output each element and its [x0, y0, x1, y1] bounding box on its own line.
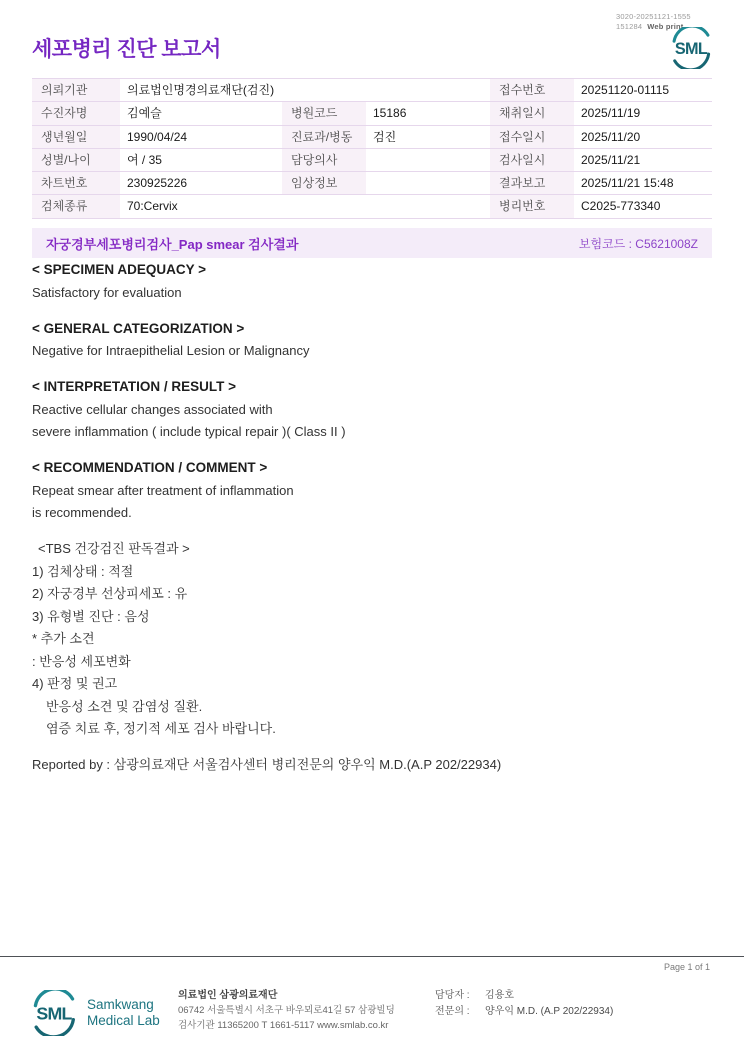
section-heading: < GENERAL CATEGORIZATION > — [32, 320, 245, 336]
birth-date-label: 생년월일 — [32, 126, 120, 149]
sex-age-value: 여 / 35 — [120, 149, 282, 172]
report-date-label: 결과보고 — [490, 172, 574, 195]
patient-name-value: 김예슬 — [120, 102, 282, 125]
department-label: 진료과/병동 — [282, 126, 366, 149]
pathology-no-label: 병리번호 — [490, 195, 574, 218]
exam-date-label: 검사일시 — [490, 149, 574, 172]
specialist-row — [435, 1004, 613, 1020]
section-line: is recommended. — [32, 505, 132, 520]
specimen-type-label: 검체종류 — [32, 195, 120, 218]
manager-row — [435, 988, 613, 1004]
section-heading: < RECOMMENDATION / COMMENT > — [32, 460, 268, 475]
tbs-line: 1) 검체상태 : 적절 — [32, 563, 134, 579]
insurance-code: 보험코드 : C5621008Z — [578, 236, 698, 251]
tbs-heading: <TBS 건강검진 판독결과 > — [38, 541, 190, 556]
footer-org-info — [178, 986, 435, 1033]
footer-logo — [30, 986, 178, 1036]
sml-logo-icon — [30, 990, 78, 1036]
page-title: 세포병리 진단 보고서 — [32, 38, 221, 61]
company-name-line2: Medical Lab — [87, 1013, 160, 1028]
manager-name: 김용호 — [485, 990, 514, 1001]
report-body — [32, 259, 692, 777]
department-value: 검진 — [366, 126, 490, 149]
exam-date-value: 2025/11/21 — [574, 149, 712, 172]
pathology-no-value: C2025-773340 — [574, 195, 712, 218]
specimen-type-value: 70:Cervix — [120, 195, 490, 218]
org-address: 06742 서울특별시 서초구 바우뫼로41길 57 삼광빌딩 — [178, 1005, 395, 1016]
section-line: Satisfactory for evaluation — [32, 284, 182, 300]
receipt-date-label: 접수일시 — [490, 126, 574, 149]
footer — [30, 986, 714, 1036]
footer-staff-info — [435, 986, 613, 1020]
test-name: 자궁경부세포병리검사_Pap smear 검사결과 — [46, 236, 299, 252]
doctor-label: 담당의사 — [282, 149, 366, 172]
section-specimen-adequacy — [32, 259, 692, 304]
manager-label: 담당자 : — [435, 990, 470, 1001]
specialist-name: 양우익 M.D. (A.P 202/22934) — [485, 1006, 614, 1017]
print-code: 3020-20251121-1555 — [616, 12, 691, 21]
collect-date-value: 2025/11/19 — [574, 102, 712, 125]
hospital-code-label: 병원코드 — [282, 102, 366, 125]
receipt-no-value: 20251120-01115 — [574, 79, 712, 102]
section-heading: < INTERPRETATION / RESULT > — [32, 379, 237, 394]
section-line: Negative for Intraepithelial Lesion or Malignancy — [32, 343, 310, 358]
chart-no-label: 차트번호 — [32, 172, 120, 195]
patient-name-label: 수진자명 — [32, 102, 120, 125]
sml-logo-icon — [669, 27, 713, 69]
receipt-no-label: 접수번호 — [490, 79, 574, 102]
clinical-info-value — [366, 172, 490, 195]
section-general-categorization — [32, 318, 692, 363]
tbs-line: 3) 유형별 진단 : 음성 — [32, 608, 150, 624]
client-label: 의뢰기관 — [32, 79, 120, 102]
test-result-banner — [32, 228, 712, 258]
tbs-line: 반응성 소견 및 감염성 질환. — [46, 698, 203, 714]
tbs-line: 4) 판정 및 권고 — [32, 676, 118, 691]
section-line: Reactive cellular changes associated with — [32, 401, 273, 417]
section-line: severe inflammation ( include typical repair )( Class II ) — [32, 424, 346, 439]
specialist-label: 전문의 : — [435, 1006, 470, 1017]
patient-info-table — [32, 78, 712, 219]
tbs-result-block — [32, 538, 692, 741]
birth-date-value: 1990/04/24 — [120, 126, 282, 149]
chart-no-value: 230925226 — [120, 172, 282, 195]
org-name: 의료법인 삼광의료재단 — [178, 990, 278, 1001]
sml-logo — [669, 27, 713, 74]
tbs-line: 2) 자궁경부 선상피세포 : 유 — [32, 586, 188, 601]
receipt-date-value: 2025/11/20 — [574, 126, 712, 149]
section-heading: < SPECIMEN ADEQUACY > — [32, 262, 207, 277]
print-id: 151284 — [616, 21, 643, 31]
page-indicator: Page 1 of 1 — [663, 962, 710, 972]
org-contact: 검사기관 11365200 T 1661-5117 www.smlab.co.kr — [178, 1020, 389, 1031]
footer-logo-name — [87, 997, 160, 1029]
client-value: 의료법인명경의료재단(검진) — [120, 79, 490, 102]
clinical-info-label: 임상정보 — [282, 172, 366, 195]
collect-date-label: 채취일시 — [490, 102, 574, 125]
footer-divider — [0, 956, 744, 957]
sex-age-label: 성별/나이 — [32, 149, 120, 172]
doctor-value — [366, 149, 490, 172]
print-mode: Web print — [647, 21, 684, 31]
section-recommendation-comment — [32, 457, 692, 525]
tbs-line: * 추가 소견 — [32, 631, 95, 646]
report-date-value: 2025/11/21 15:48 — [574, 172, 712, 195]
svg-text:SML: SML — [674, 40, 708, 59]
svg-text:SML: SML — [36, 1003, 72, 1024]
reported-by: Reported by : 삼광의료재단 서울검사센터 병리전문의 양우익 M.D.(A.P 202/22934) — [32, 757, 502, 772]
section-interpretation-result — [32, 376, 692, 444]
tbs-line: 염증 치료 후, 정기적 세포 검사 바랍니다. — [46, 721, 276, 736]
company-name-line1: Samkwang — [87, 997, 154, 1012]
hospital-code-value: 15186 — [366, 102, 490, 125]
tbs-line: : 반응성 세포변화 — [32, 653, 131, 669]
section-line: Repeat smear after treatment of inflammation — [32, 482, 294, 498]
